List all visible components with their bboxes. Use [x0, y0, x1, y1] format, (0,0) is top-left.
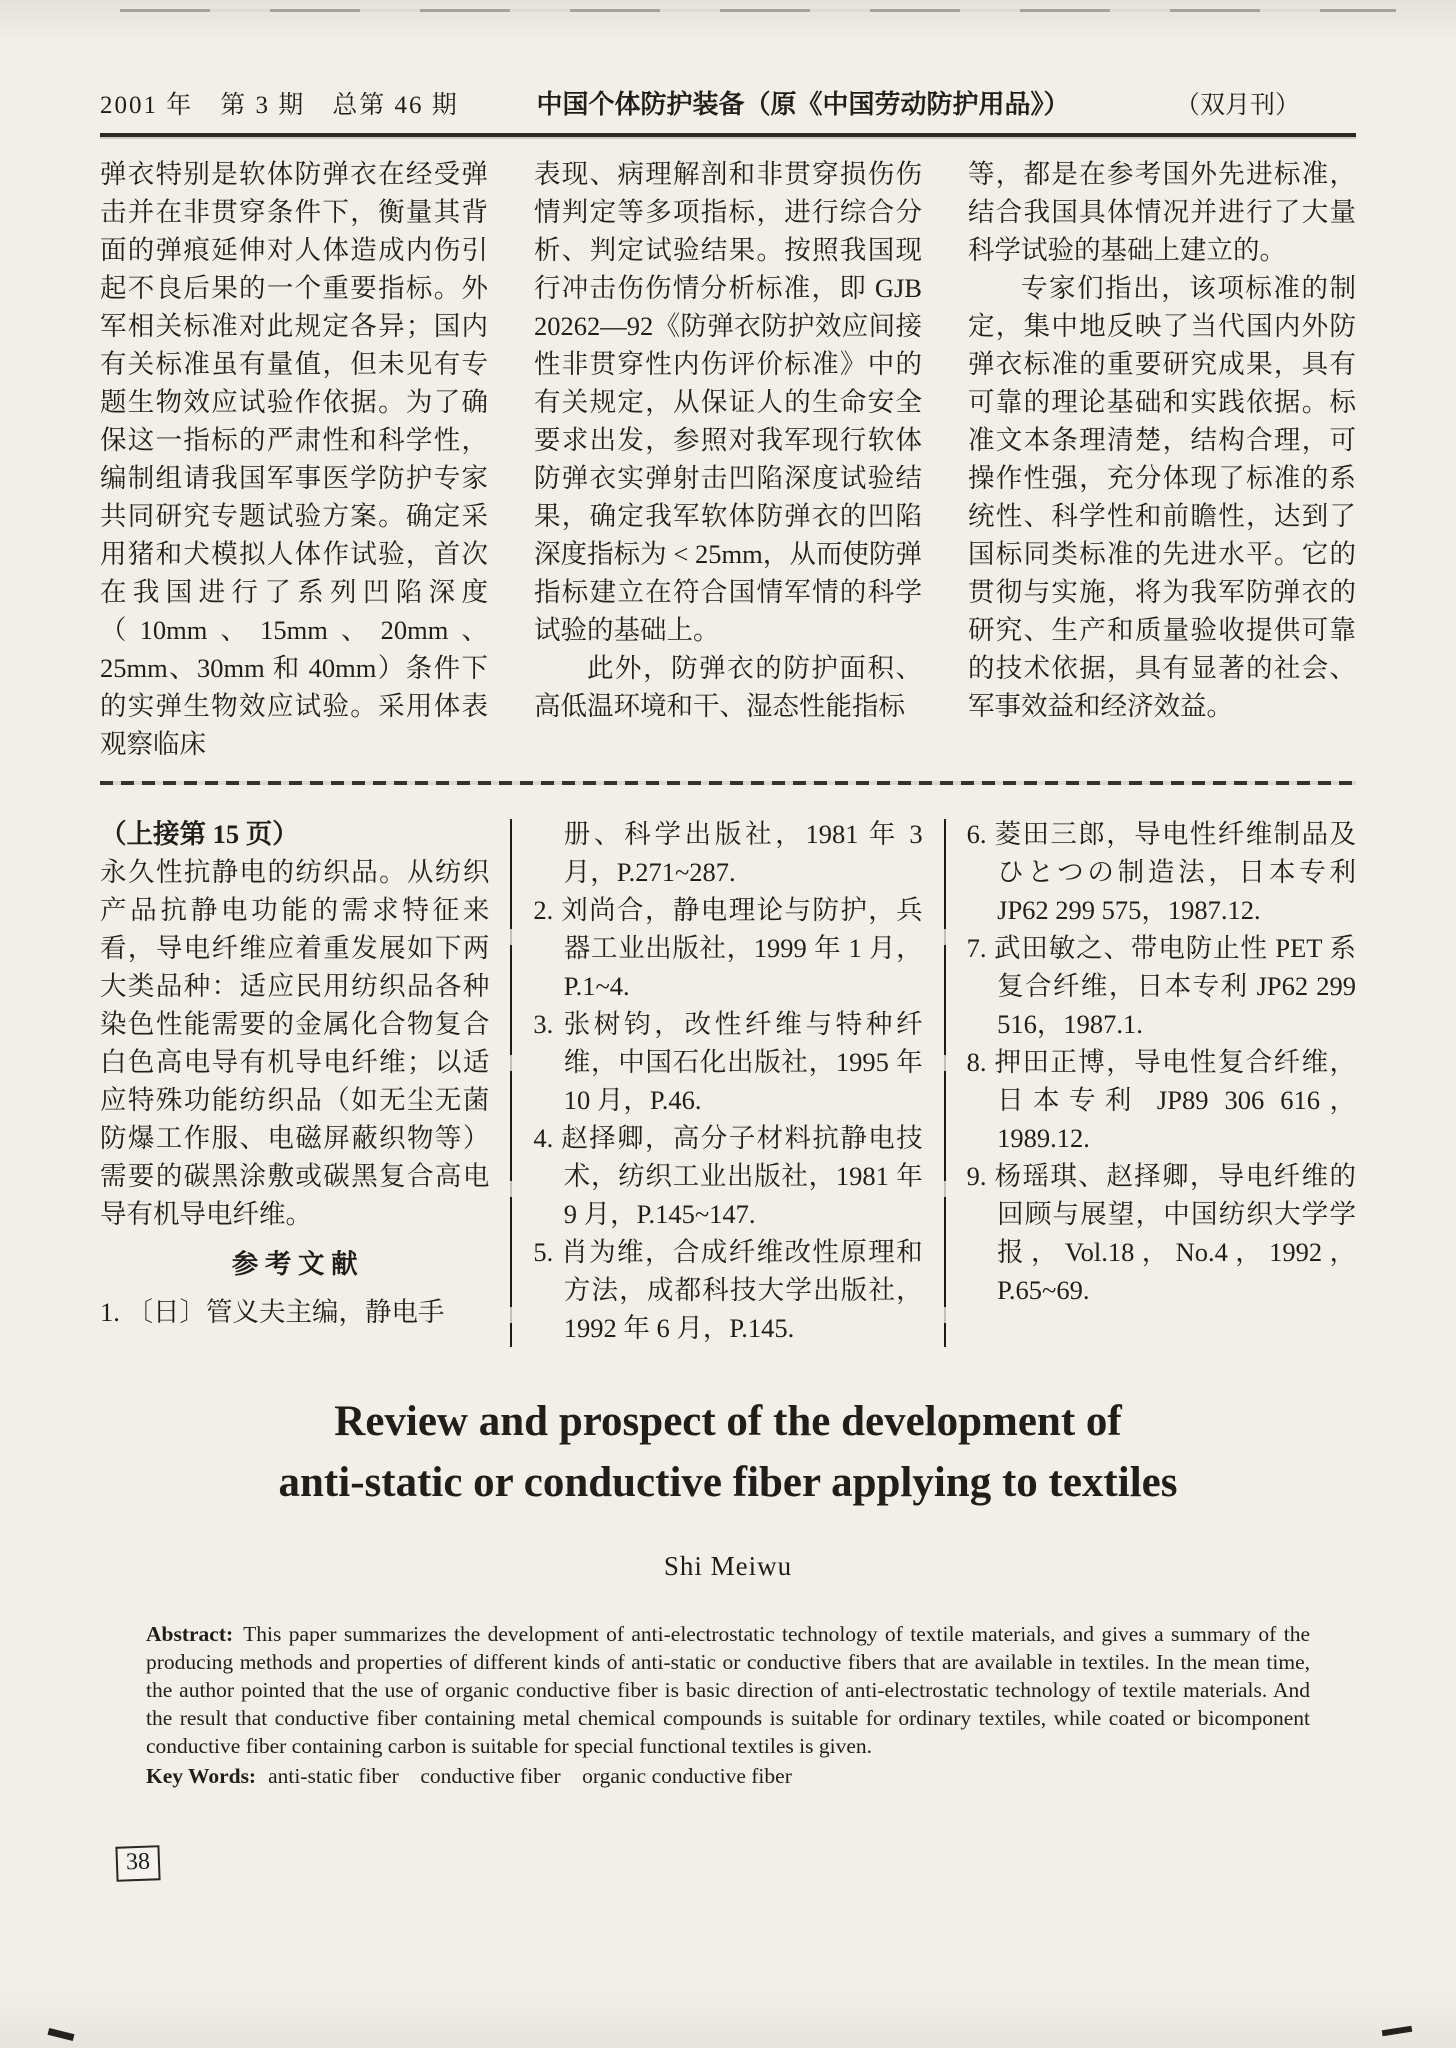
reference-3: 3. 张树钧，改性纤维与特种纤维，中国石化出版社，1995 年 10 月，P.46. — [533, 1009, 923, 1115]
references-heading: 参 考 文 献 — [231, 1249, 358, 1279]
reference-7: 7. 武田敏之、带电防止性 PET 系复合纤维，日本专利 JP62 299 516，1987.1. — [966, 933, 1356, 1039]
references-column-middle — [533, 815, 922, 1347]
abstract-paragraph — [146, 1620, 1310, 1760]
reference-1: 1. 〔日〕管义夫主编，静电手 — [100, 1297, 445, 1327]
reference-1-continued: 册、科学出版社，1981 年 3 月，P.271~287. — [563, 819, 923, 887]
paragraph: 弹衣特别是软体防弹衣在经受弹击并在非贯穿条件下，衡量其背面的弹痕延伸对人体造成内伤引起不良后果的一个重要指标。外军相关标准对此规定各异；国内有关标准虽有量值，但未见有专题生物效应试验作依据。为了确保这一指标的严肃性和科学性，编制组请我国军事医学防护专家共同研究专题试验方案。确定采用猪和犬模拟人体作试验，首次在我国进行了系列凹陷深度（10mm、15mm、20mm、25mm、30mm 和 40mm）条件下的实弹生物效应试验。采用体表观察临床 — [100, 159, 488, 759]
header-rule — [100, 133, 1356, 137]
reference-2: 2. 刘尚合，静电理论与防护，兵器工业出版社，1999 年 1 月，P.1~4. — [533, 895, 923, 1001]
column-divider-right — [944, 819, 946, 1347]
scan-artifact-bottom-left — [48, 2028, 75, 2041]
scan-artifact-top-edge — [120, 9, 1396, 12]
paragraph: 专家们指出，该项标准的制定，集中地反映了当代国内外防弹衣标准的重要研究成果，具有可靠的理论基础和实践依据。标准文本条理清楚，结构合理，可操作性强，充分体现了标准的系统性、科学性和前瞻性，达到了国标同类标准的先进水平。它的贯彻与实施，将为我军防弹衣的研究、生产和质量验收提供可靠的技术依据，具有显著的社会、军事效益和经济效益。 — [968, 273, 1356, 721]
scan-artifact-bottom-right — [1382, 2026, 1413, 2037]
abstract-text: This paper summarizes the development of anti-electrostatic technology of textile materials, and gives a summary of the producing methods and properties of different kinds of anti-static or conductive fibers that are available in textiles. In the mean time, the author pointed that the use of organic conductive fiber is basic direction of anti-electrostatic technology of textile materials. And the result that conductive fiber containing metal chemical compounds is suitable for ordinary textiles, while coated or bicomponent conductive fiber containing carbon is suitable for special functional textiles is given. — [146, 1622, 1310, 1758]
reference-9: 9. 杨瑶琪、赵择卿，导电纤维的回顾与展望，中国纺织大学学报，Vol.18，No.4，1992，P.65~69. — [966, 1161, 1356, 1305]
journal-title: 中国个体防护装备（原《中国劳动防护用品》） — [536, 90, 1070, 119]
ballistic-vest-article — [100, 155, 1356, 763]
publication-frequency: （双月刊） — [1174, 92, 1300, 119]
keywords-line — [146, 1762, 1310, 1790]
page-number: 38 — [115, 1845, 160, 1882]
reference-6: 6. 菱田三郎，导电性纤维制品及ひとつの制造法，日本专利 JP62 299 575，1987.12. — [966, 819, 1356, 925]
reference-5: 5. 肖为维，合成纤维改性原理和方法，成都科技大学出版社，1992 年 6 月，P.145. — [533, 1237, 923, 1343]
keywords-label: Key Words: — [146, 1764, 257, 1788]
continuation-column — [100, 815, 489, 1347]
english-article-title — [100, 1391, 1356, 1513]
reference-8: 8. 押田正博，导电性复合纤维，日本专利 JP89 306 616，1989.12. — [966, 1047, 1356, 1153]
paragraph: 表现、病理解剖和非贯穿损伤伤情判定等多项指标，进行综合分析、判定试验结果。按照我国现行冲击伤伤情分析标准，即 GJB 20262—92《防弹衣防护效应间接性非贯穿性内伤评价标准》中的有关规定，从保证人的生命安全要求出发，参照对我军现行软体防弹衣实弹射击凹陷深度试验结果，确定我军软体防弹衣的凹陷深度指标为 < 25mm，从而使防弹指标建立在符合国情军情的科学试验的基础上。 — [534, 159, 922, 645]
reference-4: 4. 赵择卿，高分子材料抗静电技术，纺织工业出版社，1981 年 9 月，P.145~147. — [533, 1123, 923, 1229]
continued-from-note: （上接第 15 页） — [100, 819, 299, 849]
dotted-section-divider — [100, 781, 1356, 785]
continuation-and-references — [100, 815, 1356, 1347]
references-column-right — [967, 815, 1356, 1347]
abstract-label: Abstract: — [146, 1622, 234, 1646]
keywords-text: anti-static fiber conductive fiber organic conductive fiber — [268, 1764, 792, 1788]
article-column-2 — [534, 155, 922, 763]
title-line-1: Review and prospect of the development of — [334, 1398, 1122, 1445]
journal-header — [100, 0, 1356, 121]
author-name: Shi Meiwu — [663, 1551, 793, 1581]
paragraph: 等，都是在参考国外先进标准，结合我国具体情况并进行了大量科学试验的基础上建立的。 — [968, 159, 1356, 265]
paragraph: 此外，防弹衣的防护面积、高低温环境和干、湿态性能指标 — [534, 653, 922, 721]
article-column-3 — [968, 155, 1356, 763]
continuation-text: 永久性抗静电的纺织品。从纺织产品抗静电功能的需求特征来看，导电纤维应着重发展如下两大类品种：适应民用纺织品各种染色性能需要的金属化合物复合白色高电导有机导电纤维；以适应特殊功能纺织品（如无尘无菌防爆工作服、电磁屏蔽织物等）需要的碳黑涂敷或碳黑复合高电导有机导电纤维。 — [100, 857, 490, 1229]
column-divider-left — [510, 819, 512, 1347]
title-line-2: anti-static or conductive fiber applying to textiles — [278, 1459, 1178, 1506]
issue-info: 2001 年 第 3 期 总第 46 期 — [100, 92, 459, 119]
article-column-1 — [100, 155, 488, 763]
